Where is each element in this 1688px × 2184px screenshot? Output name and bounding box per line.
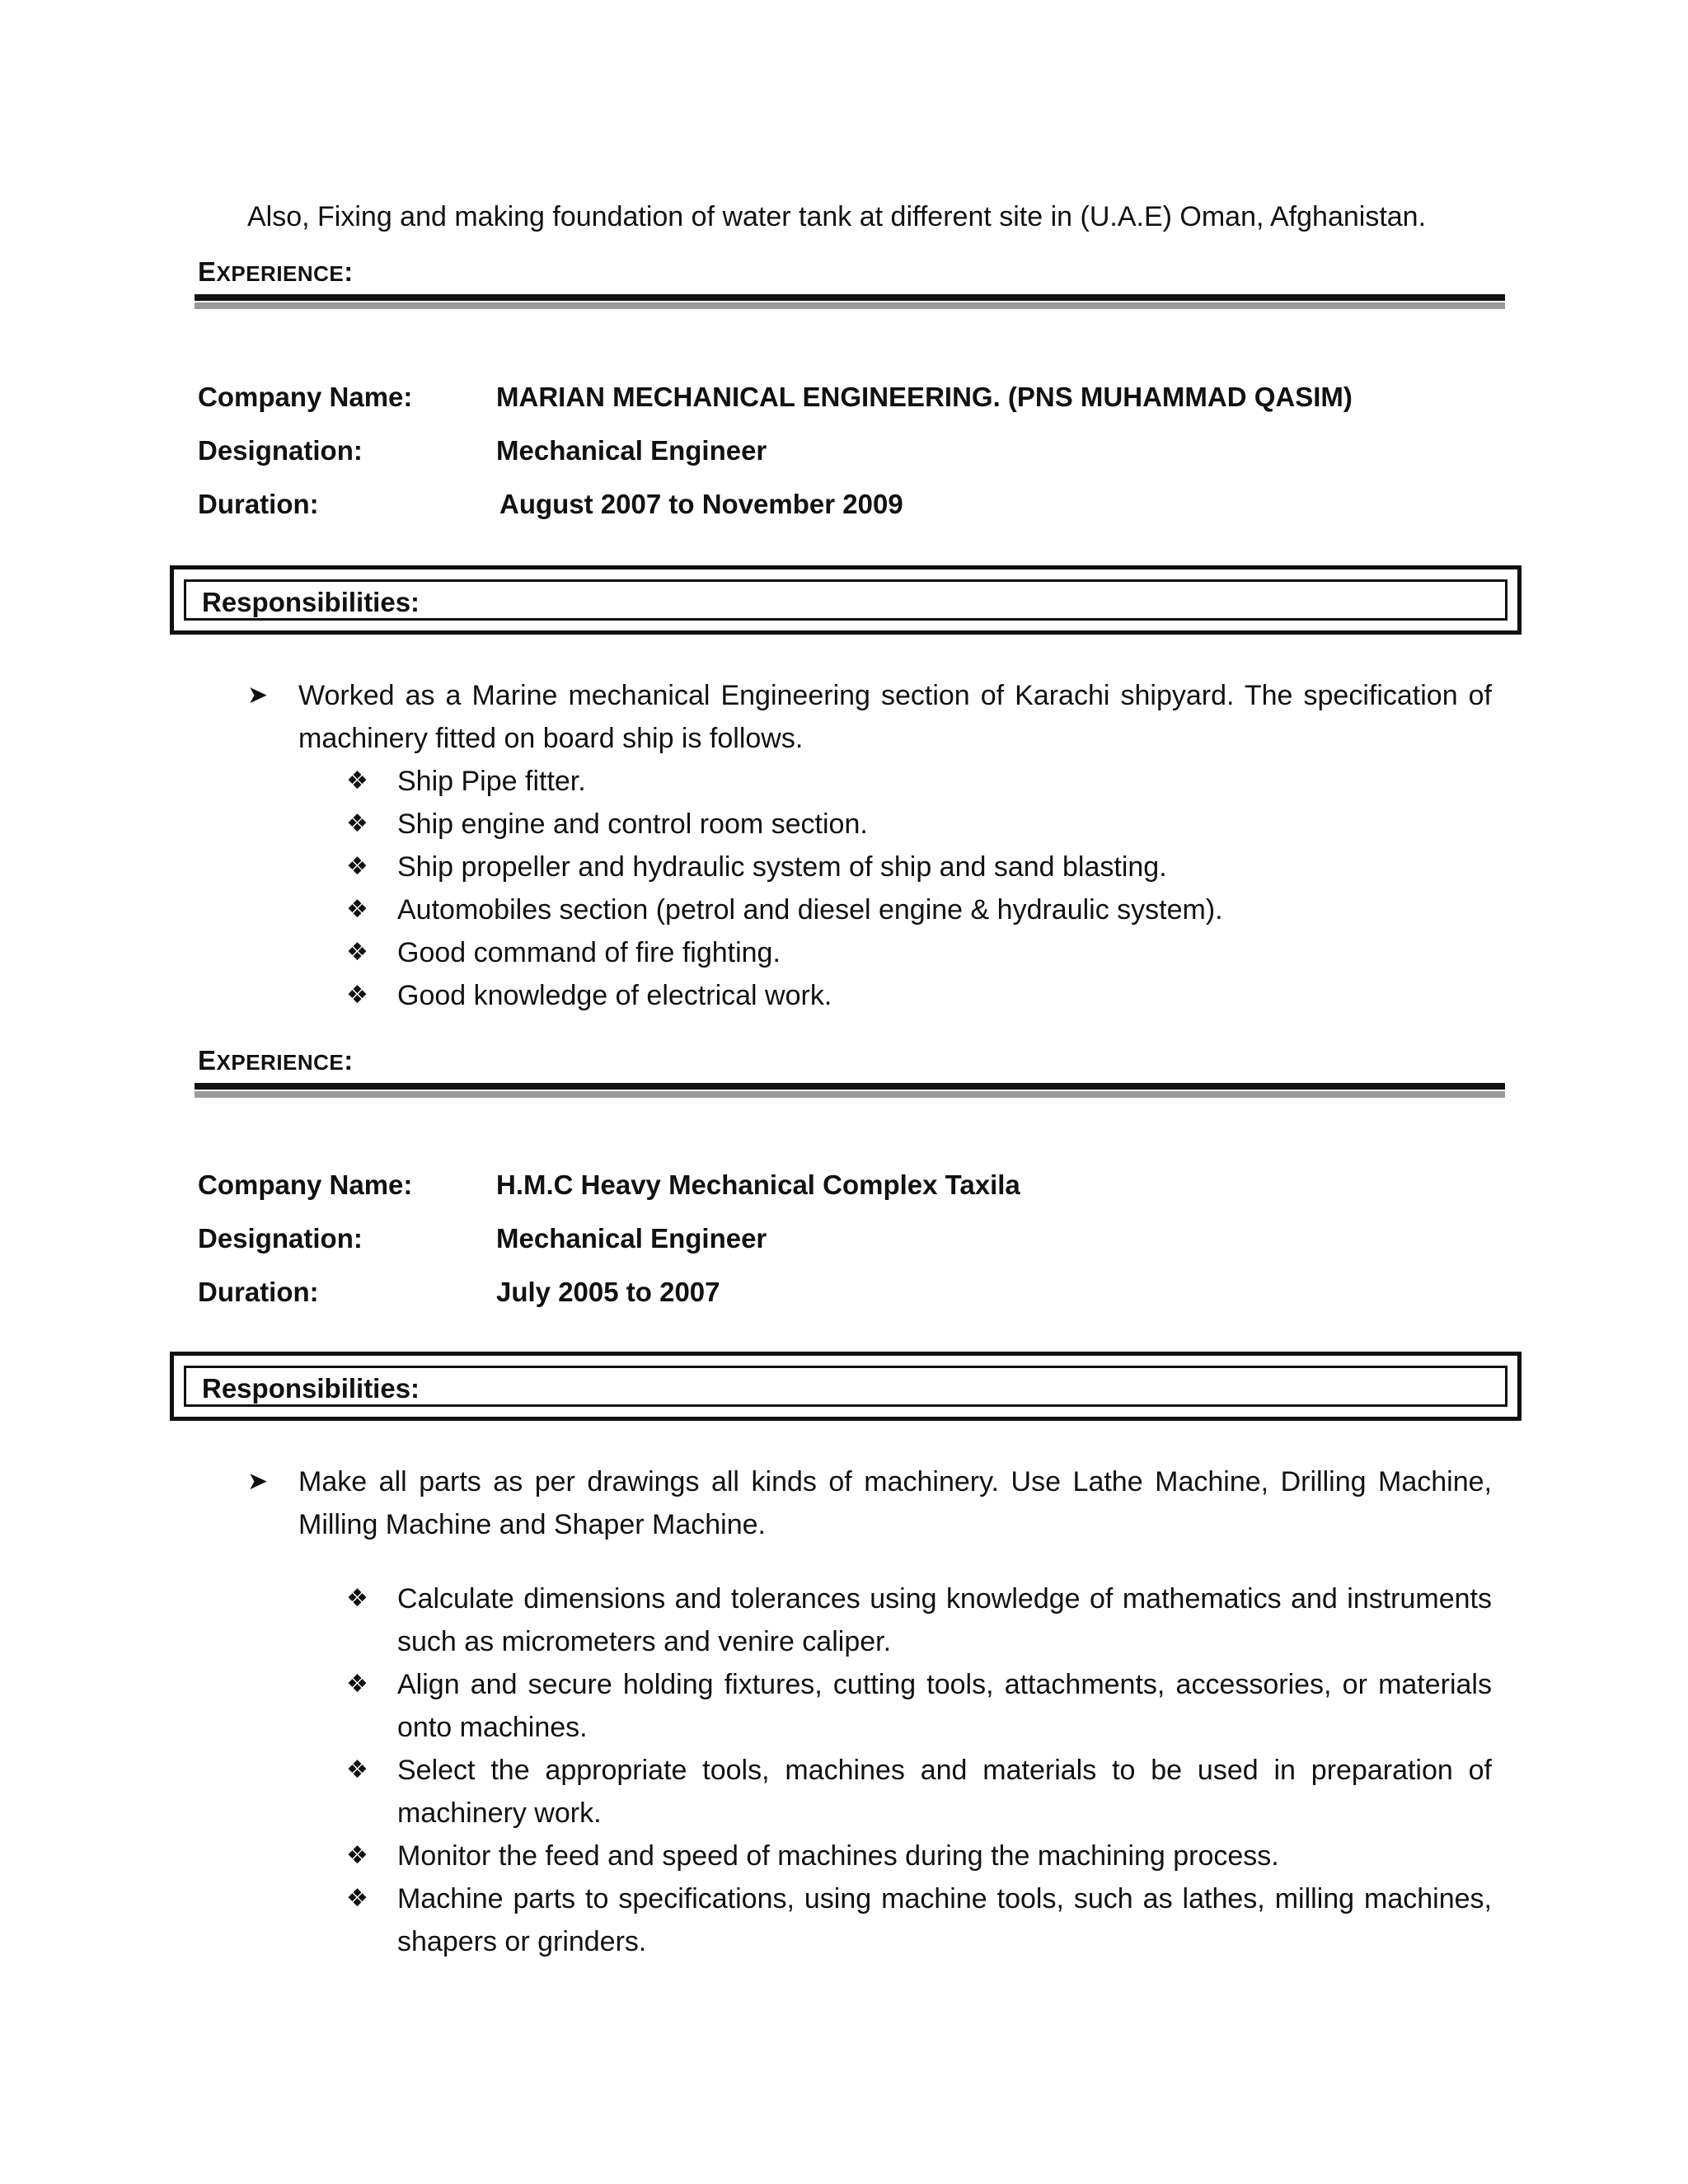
- list-item-text: Monitor the feed and speed of machines during the machining process.: [397, 1840, 1279, 1872]
- four-diamond-bullet-icon: ❖: [346, 1671, 368, 1698]
- heading-colon: :: [344, 1045, 354, 1076]
- duration-value: August 2007 to November 2009: [499, 489, 903, 519]
- designation-value: Mechanical Engineer: [496, 435, 767, 466]
- list-item: [346, 1663, 1492, 1749]
- list-item-text: Select the appropriate tools, machines and materials to be used in preparation of machinery work.: [397, 1755, 1492, 1829]
- heading-rest: XPERIENCE: [216, 1050, 345, 1075]
- four-diamond-bullet-icon: ❖: [346, 853, 368, 880]
- intro-text: Also, Fixing and making foundation of water tank at different site in (U.A.E) Oman, Afghanistan.: [247, 201, 1427, 232]
- list-item-text: Ship engine and control room section.: [397, 808, 868, 840]
- experience-heading: [198, 255, 354, 290]
- designation-label: Designation:: [198, 1223, 363, 1254]
- responsibility-sub-list: [346, 1577, 1492, 1963]
- list-item: [346, 760, 1492, 803]
- company-value: MARIAN MECHANICAL ENGINEERING. (PNS MUHAMMAD QASIM): [496, 382, 1353, 412]
- four-diamond-bullet-icon: ❖: [346, 939, 368, 966]
- responsibilities-box: [170, 565, 1522, 635]
- list-item-text: Ship propeller and hydraulic system of ship and sand blasting.: [397, 851, 1167, 883]
- company-label: Company Name:: [198, 382, 413, 412]
- list-item-text: Calculate dimensions and tolerances using knowledge of mathematics and instruments such as micrometers and venire caliper.: [397, 1583, 1492, 1657]
- company-value: H.M.C Heavy Mechanical Complex Taxila: [496, 1169, 1020, 1200]
- main-point-text: Worked as a Marine mechanical Engineering section of Karachi shipyard. The specification of machinery fitted on board ship is follows.: [298, 680, 1492, 754]
- duration-label: Duration:: [198, 489, 319, 519]
- heading-rest: XPERIENCE: [216, 261, 345, 286]
- divider-thin-line: [195, 302, 1505, 309]
- list-item: [346, 1577, 1492, 1663]
- list-item: [346, 1835, 1492, 1877]
- section-divider: [195, 1083, 1505, 1098]
- list-item: [346, 974, 1492, 1017]
- arrow-bullet-icon: ➤: [247, 682, 269, 709]
- list-item-text: Machine parts to specifications, using machine tools, such as lathes, milling machines, shapers or grinders.: [397, 1883, 1492, 1957]
- experience-heading: [198, 1044, 354, 1079]
- four-diamond-bullet-icon: ❖: [346, 810, 368, 837]
- arrow-bullet-icon: ➤: [247, 1468, 269, 1495]
- responsibilities-box: [170, 1352, 1522, 1421]
- list-item: [346, 803, 1492, 846]
- divider-thick-line: [195, 294, 1505, 301]
- four-diamond-bullet-icon: ❖: [346, 767, 368, 794]
- main-point-text: Make all parts as per drawings all kinds of machinery. Use Lathe Machine, Drilling Machine, Milling Machine and Shaper Machine.: [298, 1466, 1492, 1540]
- list-item-text: Align and secure holding fixtures, cutting tools, attachments, accessories, or materials onto machines.: [397, 1669, 1492, 1743]
- four-diamond-bullet-icon: ❖: [346, 1585, 368, 1612]
- divider-thin-line: [195, 1091, 1505, 1098]
- responsibilities-label: Responsibilities:: [202, 1373, 420, 1404]
- responsibility-main-point: [247, 1460, 1492, 1546]
- designation-value: Mechanical Engineer: [496, 1223, 767, 1254]
- duration-label: Duration:: [198, 1277, 319, 1307]
- list-item: [346, 846, 1492, 888]
- heading-colon: :: [344, 256, 354, 287]
- designation-label: Designation:: [198, 435, 363, 466]
- four-diamond-bullet-icon: ❖: [346, 1885, 368, 1912]
- heading-initial: E: [198, 256, 217, 287]
- four-diamond-bullet-icon: ❖: [346, 1756, 368, 1783]
- responsibility-sub-list: [346, 760, 1492, 1017]
- heading-initial: E: [198, 1045, 217, 1076]
- four-diamond-bullet-icon: ❖: [346, 896, 368, 923]
- list-item: [346, 888, 1492, 931]
- four-diamond-bullet-icon: ❖: [346, 1842, 368, 1869]
- responsibility-main-point: [247, 674, 1492, 760]
- company-label: Company Name:: [198, 1169, 413, 1200]
- four-diamond-bullet-icon: ❖: [346, 982, 368, 1009]
- list-item-text: Ship Pipe fitter.: [397, 766, 586, 797]
- list-item-text: Good command of fire fighting.: [397, 937, 781, 968]
- divider-thick-line: [195, 1083, 1505, 1090]
- responsibilities-label: Responsibilities:: [202, 587, 420, 617]
- list-item: [346, 1877, 1492, 1963]
- duration-value: July 2005 to 2007: [496, 1277, 720, 1307]
- list-item: [346, 1749, 1492, 1835]
- list-item-text: Good knowledge of electrical work.: [397, 980, 832, 1011]
- section-divider: [195, 294, 1505, 309]
- list-item-text: Automobiles section (petrol and diesel engine & hydraulic system).: [397, 894, 1223, 926]
- list-item: [346, 931, 1492, 974]
